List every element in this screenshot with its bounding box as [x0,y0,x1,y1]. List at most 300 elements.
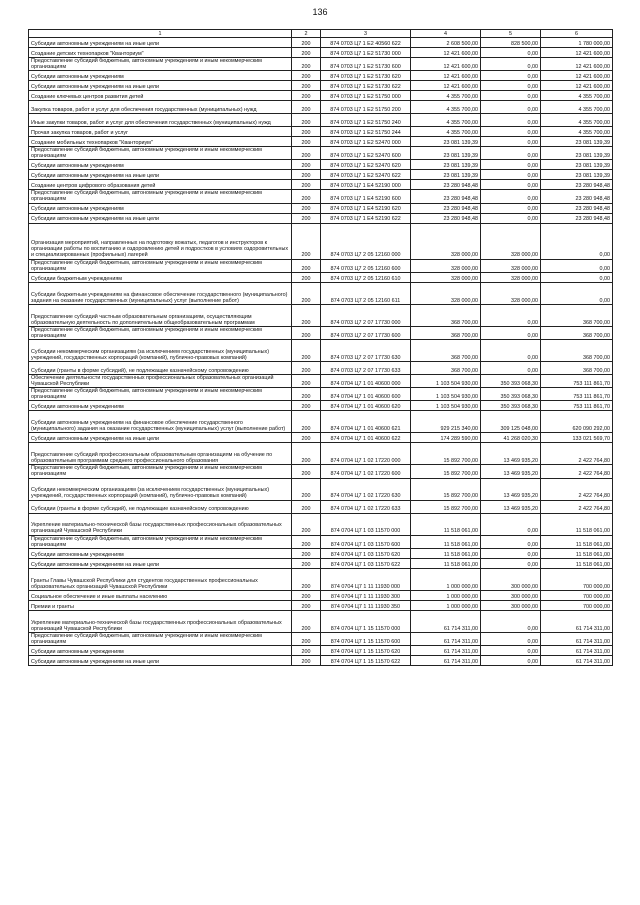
row-unexecuted-amount-cell: 61 714 311,00 [541,610,613,632]
row-executed-amount-cell: 0,00 [481,326,541,339]
row-unexecuted-amount-cell: 4 355 700,00 [541,114,613,127]
row-code-cell: 200 [292,147,321,160]
row-name-cell: Укрепление материально-технической базы государственных профессиональных образовательных организаций Чувашской Республики [29,610,292,632]
row-unexecuted-amount-cell: 23 081 139,39 [541,160,613,170]
row-code-cell: 200 [292,272,321,282]
row-code-cell: 200 [292,160,321,170]
table-row [29,71,613,81]
row-classification-cell: 874 0703 Ц7 1 Е2 52470 620 [321,160,411,170]
row-name-cell: Организация мероприятий, направленных на подготовку вожатых, педагогов и инструкторов к организации работы по воспитанию и оздоровлению детей и подростков в условиях оздоровительных и специализированных (профильных) лагерей [29,223,292,259]
row-code-cell: 200 [292,259,321,272]
row-executed-amount-cell: 0,00 [481,180,541,190]
row-executed-amount-cell: 309 125 048,00 [481,411,541,433]
row-code-cell: 200 [292,535,321,548]
row-classification-cell: 874 0704 Ц7 1 15 11570 622 [321,655,411,665]
table-row [29,600,613,610]
row-classification-cell: 874 0703 Ц7 1 Е2 52470 000 [321,137,411,147]
row-unexecuted-amount-cell: 23 280 948,48 [541,203,613,213]
table-row [29,339,613,361]
row-code-cell: 200 [292,401,321,411]
row-approved-amount-cell: 1 000 000,00 [411,600,481,610]
row-executed-amount-cell: 0,00 [481,170,541,180]
row-executed-amount-cell: 0,00 [481,190,541,203]
row-approved-amount-cell: 15 892 700,00 [411,465,481,478]
row-unexecuted-amount-cell: 11 518 061,00 [541,513,613,535]
table-row [29,433,613,443]
row-executed-amount-cell: 0,00 [481,48,541,58]
header-cell: 2 [292,30,321,38]
row-approved-amount-cell: 15 892 700,00 [411,500,481,513]
row-approved-amount-cell: 1 000 000,00 [411,590,481,600]
row-unexecuted-amount-cell: 2 422 764,80 [541,465,613,478]
row-unexecuted-amount-cell: 11 518 061,00 [541,558,613,568]
row-code-cell: 200 [292,361,321,374]
row-code-cell: 200 [292,590,321,600]
row-approved-amount-cell: 4 355 700,00 [411,91,481,101]
row-executed-amount-cell: 0,00 [481,558,541,568]
row-unexecuted-amount-cell: 0,00 [541,282,613,304]
row-code-cell: 200 [292,388,321,401]
row-approved-amount-cell: 368 700,00 [411,339,481,361]
row-approved-amount-cell: 11 518 061,00 [411,513,481,535]
table-row [29,203,613,213]
row-classification-cell: 874 0703 Ц7 2 05 12160 610 [321,272,411,282]
row-approved-amount-cell: 1 103 504 930,00 [411,401,481,411]
row-classification-cell: 874 0704 Ц7 1 03 11570 000 [321,513,411,535]
row-approved-amount-cell: 23 280 948,48 [411,203,481,213]
row-unexecuted-amount-cell: 11 518 061,00 [541,535,613,548]
row-executed-amount-cell: 0,00 [481,535,541,548]
row-classification-cell: 874 0704 Ц7 1 15 11570 620 [321,645,411,655]
row-name-cell: Предоставление субсидий бюджетным, автономным учреждениям и иным некоммерческим организациям [29,632,292,645]
row-classification-cell: 874 0704 Ц7 1 11 11930 300 [321,590,411,600]
row-unexecuted-amount-cell: 61 714 311,00 [541,645,613,655]
header-cell: 5 [481,30,541,38]
row-executed-amount-cell: 0,00 [481,137,541,147]
table-row [29,147,613,160]
row-code-cell: 200 [292,433,321,443]
row-unexecuted-amount-cell: 133 021 569,70 [541,433,613,443]
row-approved-amount-cell: 1 000 000,00 [411,568,481,590]
row-approved-amount-cell: 15 892 700,00 [411,443,481,465]
table-row [29,465,613,478]
row-approved-amount-cell: 368 700,00 [411,361,481,374]
row-name-cell: Субсидии автономным учреждениям [29,203,292,213]
row-code-cell: 200 [292,478,321,500]
table-row [29,535,613,548]
row-unexecuted-amount-cell: 368 700,00 [541,361,613,374]
row-approved-amount-cell: 61 714 311,00 [411,645,481,655]
row-approved-amount-cell: 4 355 700,00 [411,127,481,137]
table-row [29,500,613,513]
row-name-cell: Иные закупки товаров, работ и услуг для обеспечения государственных (муниципальных) нужд [29,114,292,127]
row-code-cell: 200 [292,632,321,645]
row-name-cell: Гранты Главы Чувашской Республики для студентов государственных профессиональных образовательных организаций Чувашской Республики [29,568,292,590]
row-executed-amount-cell: 0,00 [481,339,541,361]
row-approved-amount-cell: 23 081 139,39 [411,147,481,160]
row-classification-cell: 874 0704 Ц7 1 03 11570 600 [321,535,411,548]
row-approved-amount-cell: 12 421 600,00 [411,58,481,71]
row-executed-amount-cell: 0,00 [481,548,541,558]
row-unexecuted-amount-cell: 23 081 139,39 [541,137,613,147]
row-executed-amount-cell: 13 469 935,20 [481,443,541,465]
table-row [29,160,613,170]
row-executed-amount-cell: 0,00 [481,71,541,81]
row-executed-amount-cell: 0,00 [481,101,541,114]
row-executed-amount-cell: 300 000,00 [481,600,541,610]
row-unexecuted-amount-cell: 368 700,00 [541,339,613,361]
row-executed-amount-cell: 350 393 068,30 [481,401,541,411]
row-executed-amount-cell: 0,00 [481,147,541,160]
row-executed-amount-cell: 350 393 068,30 [481,374,541,387]
table-row [29,170,613,180]
row-executed-amount-cell: 0,00 [481,213,541,223]
row-classification-cell: 874 0703 Ц7 1 Е4 52190 622 [321,213,411,223]
row-name-cell: Предоставление субсидий бюджетным, автономным учреждениям и иным некоммерческим организациям [29,58,292,71]
row-name-cell: Субсидии (гранты в форме субсидий), не подлежащие казначейскому сопровождению [29,361,292,374]
row-unexecuted-amount-cell: 12 421 600,00 [541,81,613,91]
row-classification-cell: 874 0703 Ц7 1 Е4 52190 600 [321,190,411,203]
row-code-cell: 200 [292,71,321,81]
row-unexecuted-amount-cell: 753 111 861,70 [541,374,613,387]
row-classification-cell: 874 0703 Ц7 1 Е2 52470 600 [321,147,411,160]
row-approved-amount-cell: 12 421 600,00 [411,71,481,81]
row-classification-cell: 874 0703 Ц7 2 07 17730 600 [321,326,411,339]
table-row [29,180,613,190]
row-classification-cell: 874 0704 Ц7 1 02 17220 630 [321,478,411,500]
row-name-cell: Субсидии автономным учреждениям на иные цели [29,170,292,180]
row-classification-cell: 874 0704 Ц7 1 03 11570 620 [321,548,411,558]
row-unexecuted-amount-cell: 2 422 764,80 [541,443,613,465]
row-approved-amount-cell: 1 103 504 930,00 [411,374,481,387]
table-row [29,478,613,500]
row-name-cell: Субсидии автономным учреждениям [29,160,292,170]
row-code-cell: 200 [292,91,321,101]
row-code-cell: 200 [292,645,321,655]
row-name-cell: Предоставление субсидий бюджетным, автономным учреждениям и иным некоммерческим организациям [29,190,292,203]
table-row [29,190,613,203]
table-body [29,38,613,666]
row-classification-cell: 874 0704 Ц7 1 01 40600 000 [321,374,411,387]
table-row [29,513,613,535]
table-row [29,127,613,137]
row-code-cell: 200 [292,38,321,48]
table-row [29,326,613,339]
row-name-cell: Субсидии автономным учреждениям на иные цели [29,558,292,568]
row-unexecuted-amount-cell: 0,00 [541,223,613,259]
table-row [29,259,613,272]
row-approved-amount-cell: 328 000,00 [411,282,481,304]
row-unexecuted-amount-cell: 4 355 700,00 [541,101,613,114]
row-unexecuted-amount-cell: 620 090 292,00 [541,411,613,433]
row-name-cell: Субсидии (гранты в форме субсидий), не подлежащие казначейскому сопровождению [29,500,292,513]
row-approved-amount-cell: 929 215 340,00 [411,411,481,433]
table-row [29,58,613,71]
table-row [29,48,613,58]
row-code-cell: 200 [292,81,321,91]
row-name-cell: Субсидии автономным учреждениям [29,548,292,558]
row-code-cell: 200 [292,203,321,213]
row-name-cell: Предоставление субсидий бюджетным, автономным учреждениям и иным некоммерческим организациям [29,147,292,160]
row-unexecuted-amount-cell: 2 422 764,80 [541,478,613,500]
row-classification-cell: 874 0703 Ц7 1 Е2 51730 620 [321,71,411,81]
row-executed-amount-cell: 0,00 [481,81,541,91]
row-name-cell: Субсидии некоммерческим организациям (за исключением государственных (муниципальных) учреждений, государственных корпораций (компаний), публично-правовых компаний) [29,478,292,500]
row-code-cell: 200 [292,326,321,339]
row-name-cell: Предоставление субсидий бюджетным, автономным учреждениям и иным некоммерческим организациям [29,535,292,548]
row-code-cell: 200 [292,610,321,632]
row-code-cell: 200 [292,465,321,478]
row-executed-amount-cell: 0,00 [481,127,541,137]
row-code-cell: 200 [292,101,321,114]
row-approved-amount-cell: 368 700,00 [411,304,481,326]
row-classification-cell: 874 0703 Ц7 1 Е2 51730 600 [321,58,411,71]
page-number: 136 [312,7,328,17]
row-code-cell: 200 [292,500,321,513]
row-executed-amount-cell: 328 000,00 [481,282,541,304]
row-code-cell: 200 [292,411,321,433]
row-classification-cell: 874 0703 Ц7 2 05 12160 600 [321,259,411,272]
row-approved-amount-cell: 23 081 139,39 [411,160,481,170]
row-name-cell: Создание центров цифрового образования детей [29,180,292,190]
row-unexecuted-amount-cell: 700 000,00 [541,600,613,610]
row-classification-cell: 874 0703 Ц7 1 Е2 51730 622 [321,81,411,91]
table-row [29,590,613,600]
row-classification-cell: 874 0704 Ц7 1 11 11930 350 [321,600,411,610]
row-executed-amount-cell: 828 500,00 [481,38,541,48]
table-row [29,304,613,326]
table-row [29,223,613,259]
row-code-cell: 200 [292,114,321,127]
row-unexecuted-amount-cell: 368 700,00 [541,326,613,339]
row-name-cell: Субсидии автономным учреждениям на иные цели [29,81,292,91]
row-executed-amount-cell: 0,00 [481,645,541,655]
row-name-cell: Социальное обеспечение и иные выплаты населению [29,590,292,600]
row-executed-amount-cell: 0,00 [481,203,541,213]
row-code-cell: 200 [292,213,321,223]
row-approved-amount-cell: 1 103 504 930,00 [411,388,481,401]
row-approved-amount-cell: 61 714 311,00 [411,610,481,632]
row-unexecuted-amount-cell: 2 422 764,80 [541,500,613,513]
row-unexecuted-amount-cell: 61 714 311,00 [541,632,613,645]
row-name-cell: Укрепление материально-технической базы государственных профессиональных образовательных организаций Чувашской Республики [29,513,292,535]
row-classification-cell: 874 0704 Ц7 1 02 17220 000 [321,443,411,465]
row-executed-amount-cell: 0,00 [481,610,541,632]
row-unexecuted-amount-cell: 368 700,00 [541,304,613,326]
table-row [29,81,613,91]
row-approved-amount-cell: 328 000,00 [411,259,481,272]
row-classification-cell: 874 0703 Ц7 1 Е2 51750 000 [321,91,411,101]
row-code-cell: 200 [292,339,321,361]
row-name-cell: Предоставление субсидий бюджетным, автономным учреждениям и иным некоммерческим организациям [29,326,292,339]
row-unexecuted-amount-cell: 12 421 600,00 [541,48,613,58]
row-unexecuted-amount-cell: 23 081 139,39 [541,170,613,180]
table-row [29,645,613,655]
row-approved-amount-cell: 23 280 948,48 [411,180,481,190]
row-unexecuted-amount-cell: 11 518 061,00 [541,548,613,558]
row-approved-amount-cell: 11 518 061,00 [411,548,481,558]
row-code-cell: 200 [292,600,321,610]
row-name-cell: Закупка товаров, работ и услуг для обеспечения государственных (муниципальных) нужд [29,101,292,114]
row-classification-cell: 874 0703 Ц7 2 07 17730 633 [321,361,411,374]
row-code-cell: 200 [292,127,321,137]
row-name-cell: Субсидии автономным учреждениям на иные цели [29,433,292,443]
row-name-cell: Создание ключевых центров развития детей [29,91,292,101]
row-classification-cell: 874 0703 Ц7 1 Е2 51730 000 [321,48,411,58]
row-name-cell: Субсидии бюджетным учреждениям на финансовое обеспечение государственного (муниципального) задания на оказание государственных (муниципальных) услуг (выполнение работ) [29,282,292,304]
row-classification-cell: 874 0703 Ц7 1 Е4 52190 620 [321,203,411,213]
row-approved-amount-cell: 23 081 139,39 [411,170,481,180]
row-code-cell: 200 [292,48,321,58]
table-row [29,272,613,282]
table-row [29,137,613,147]
row-approved-amount-cell: 328 000,00 [411,223,481,259]
row-classification-cell: 874 0704 Ц7 1 01 40600 621 [321,411,411,433]
row-name-cell: Предоставление субсидий частным образовательным организациям, осуществляющим образовательную деятельность по дополнительным общеобразовательным программам [29,304,292,326]
row-unexecuted-amount-cell: 700 000,00 [541,590,613,600]
row-name-cell: Предоставление субсидий бюджетным, автономным учреждениям и иным некоммерческим организациям [29,388,292,401]
table-row [29,38,613,48]
table-row [29,443,613,465]
row-executed-amount-cell: 0,00 [481,655,541,665]
row-unexecuted-amount-cell: 0,00 [541,272,613,282]
row-executed-amount-cell: 0,00 [481,114,541,127]
table-row [29,655,613,665]
row-approved-amount-cell: 23 280 948,48 [411,190,481,203]
row-executed-amount-cell: 0,00 [481,632,541,645]
row-executed-amount-cell: 328 000,00 [481,223,541,259]
row-unexecuted-amount-cell: 1 780 000,00 [541,38,613,48]
row-classification-cell: 874 0703 Ц7 1 Е2 51750 244 [321,127,411,137]
row-executed-amount-cell: 0,00 [481,361,541,374]
row-code-cell: 200 [292,513,321,535]
row-approved-amount-cell: 2 608 500,00 [411,38,481,48]
table-row [29,401,613,411]
row-code-cell: 200 [292,282,321,304]
row-unexecuted-amount-cell: 23 280 948,48 [541,180,613,190]
row-classification-cell: 874 0703 Ц7 2 05 12160 611 [321,282,411,304]
row-code-cell: 200 [292,548,321,558]
row-executed-amount-cell: 300 000,00 [481,568,541,590]
row-approved-amount-cell: 61 714 311,00 [411,655,481,665]
row-classification-cell: 874 0703 Ц7 1 Е4 52190 000 [321,180,411,190]
table-row [29,548,613,558]
row-approved-amount-cell: 4 355 700,00 [411,114,481,127]
header-cell: 6 [541,30,613,38]
row-approved-amount-cell: 368 700,00 [411,326,481,339]
row-executed-amount-cell: 300 000,00 [481,590,541,600]
row-code-cell: 200 [292,170,321,180]
row-executed-amount-cell: 0,00 [481,513,541,535]
header-cell: 1 [29,30,292,38]
row-name-cell: Субсидии некоммерческим организациям (за исключением государственных (муниципальных) учреждений, государственных корпораций (компаний), публично-правовых компаний) [29,339,292,361]
row-code-cell: 200 [292,304,321,326]
row-name-cell: Создание детских технопарков "Кванториум" [29,48,292,58]
row-unexecuted-amount-cell: 23 081 139,39 [541,147,613,160]
row-classification-cell: 874 0703 Ц7 2 05 12160 000 [321,223,411,259]
header-cell: 3 [321,30,411,38]
row-classification-cell: 874 0703 Ц7 2 07 17730 630 [321,339,411,361]
table-row [29,568,613,590]
row-executed-amount-cell: 0,00 [481,58,541,71]
row-code-cell: 200 [292,374,321,387]
table-header-row [29,30,613,38]
row-name-cell: Премии и гранты [29,600,292,610]
row-executed-amount-cell: 350 393 068,30 [481,388,541,401]
row-classification-cell: 874 0704 Ц7 1 03 11570 622 [321,558,411,568]
row-executed-amount-cell: 0,00 [481,91,541,101]
row-unexecuted-amount-cell: 23 280 948,48 [541,190,613,203]
table-row [29,388,613,401]
table-row [29,374,613,387]
row-name-cell: Субсидии автономным учреждениям на иные цели [29,38,292,48]
row-approved-amount-cell: 174 289 590,00 [411,433,481,443]
row-code-cell: 200 [292,58,321,71]
table-row [29,282,613,304]
row-name-cell: Предоставление субсидий бюджетным, автономным учреждениям и иным некоммерческим организациям [29,259,292,272]
row-name-cell: Обеспечение деятельности государственных профессиональных образовательных организаций Чувашской Республики [29,374,292,387]
row-unexecuted-amount-cell: 4 355 700,00 [541,91,613,101]
row-name-cell: Предоставление субсидий бюджетным, автономным учреждениям и иным некоммерческим организациям [29,465,292,478]
row-classification-cell: 874 0704 Ц7 1 01 40600 622 [321,433,411,443]
row-code-cell: 200 [292,568,321,590]
row-unexecuted-amount-cell: 4 355 700,00 [541,127,613,137]
row-classification-cell: 874 0703 Ц7 1 Е2 51750 240 [321,114,411,127]
row-code-cell: 200 [292,223,321,259]
row-unexecuted-amount-cell: 61 714 311,00 [541,655,613,665]
budget-execution-table [28,29,613,666]
table-row [29,610,613,632]
row-approved-amount-cell: 23 081 139,39 [411,137,481,147]
row-unexecuted-amount-cell: 753 111 861,70 [541,401,613,411]
row-code-cell: 200 [292,655,321,665]
row-classification-cell: 874 0704 Ц7 1 02 17220 600 [321,465,411,478]
row-unexecuted-amount-cell: 0,00 [541,259,613,272]
table-row [29,361,613,374]
row-unexecuted-amount-cell: 753 111 861,70 [541,388,613,401]
row-code-cell: 200 [292,558,321,568]
row-name-cell: Субсидии автономным учреждениям на иные цели [29,655,292,665]
row-approved-amount-cell: 4 355 700,00 [411,101,481,114]
row-name-cell: Субсидии автономным учреждениям [29,645,292,655]
row-name-cell: Субсидии автономным учреждениям [29,71,292,81]
row-classification-cell: 874 0704 Ц7 1 02 17220 633 [321,500,411,513]
row-classification-cell: 874 0704 Ц7 1 01 40600 620 [321,401,411,411]
row-approved-amount-cell: 11 518 061,00 [411,535,481,548]
row-executed-amount-cell: 13 469 935,20 [481,500,541,513]
row-executed-amount-cell: 13 469 935,20 [481,478,541,500]
table-row [29,91,613,101]
header-cell: 4 [411,30,481,38]
row-name-cell: Субсидии бюджетным учреждениям [29,272,292,282]
row-classification-cell: 874 0703 Ц7 1 Е2 52470 622 [321,170,411,180]
row-name-cell: Субсидии автономным учреждениям [29,401,292,411]
row-unexecuted-amount-cell: 23 280 948,48 [541,213,613,223]
table-row [29,213,613,223]
table-row [29,101,613,114]
row-classification-cell: 874 0703 Ц7 2 07 17730 000 [321,304,411,326]
row-name-cell: Создание мобильных технопарков "Кванториум" [29,137,292,147]
table-row [29,558,613,568]
row-executed-amount-cell: 13 469 935,20 [481,465,541,478]
row-approved-amount-cell: 15 892 700,00 [411,478,481,500]
row-name-cell: Предоставление субсидий профессиональным образовательным организациям на обучение по образовательным программам среднего профессионального образования [29,443,292,465]
row-executed-amount-cell: 41 268 020,30 [481,433,541,443]
row-classification-cell: 874 0704 Ц7 1 15 11570 600 [321,632,411,645]
row-code-cell: 200 [292,190,321,203]
row-approved-amount-cell: 23 280 948,48 [411,213,481,223]
row-classification-cell: 874 0704 Ц7 1 01 40600 600 [321,388,411,401]
